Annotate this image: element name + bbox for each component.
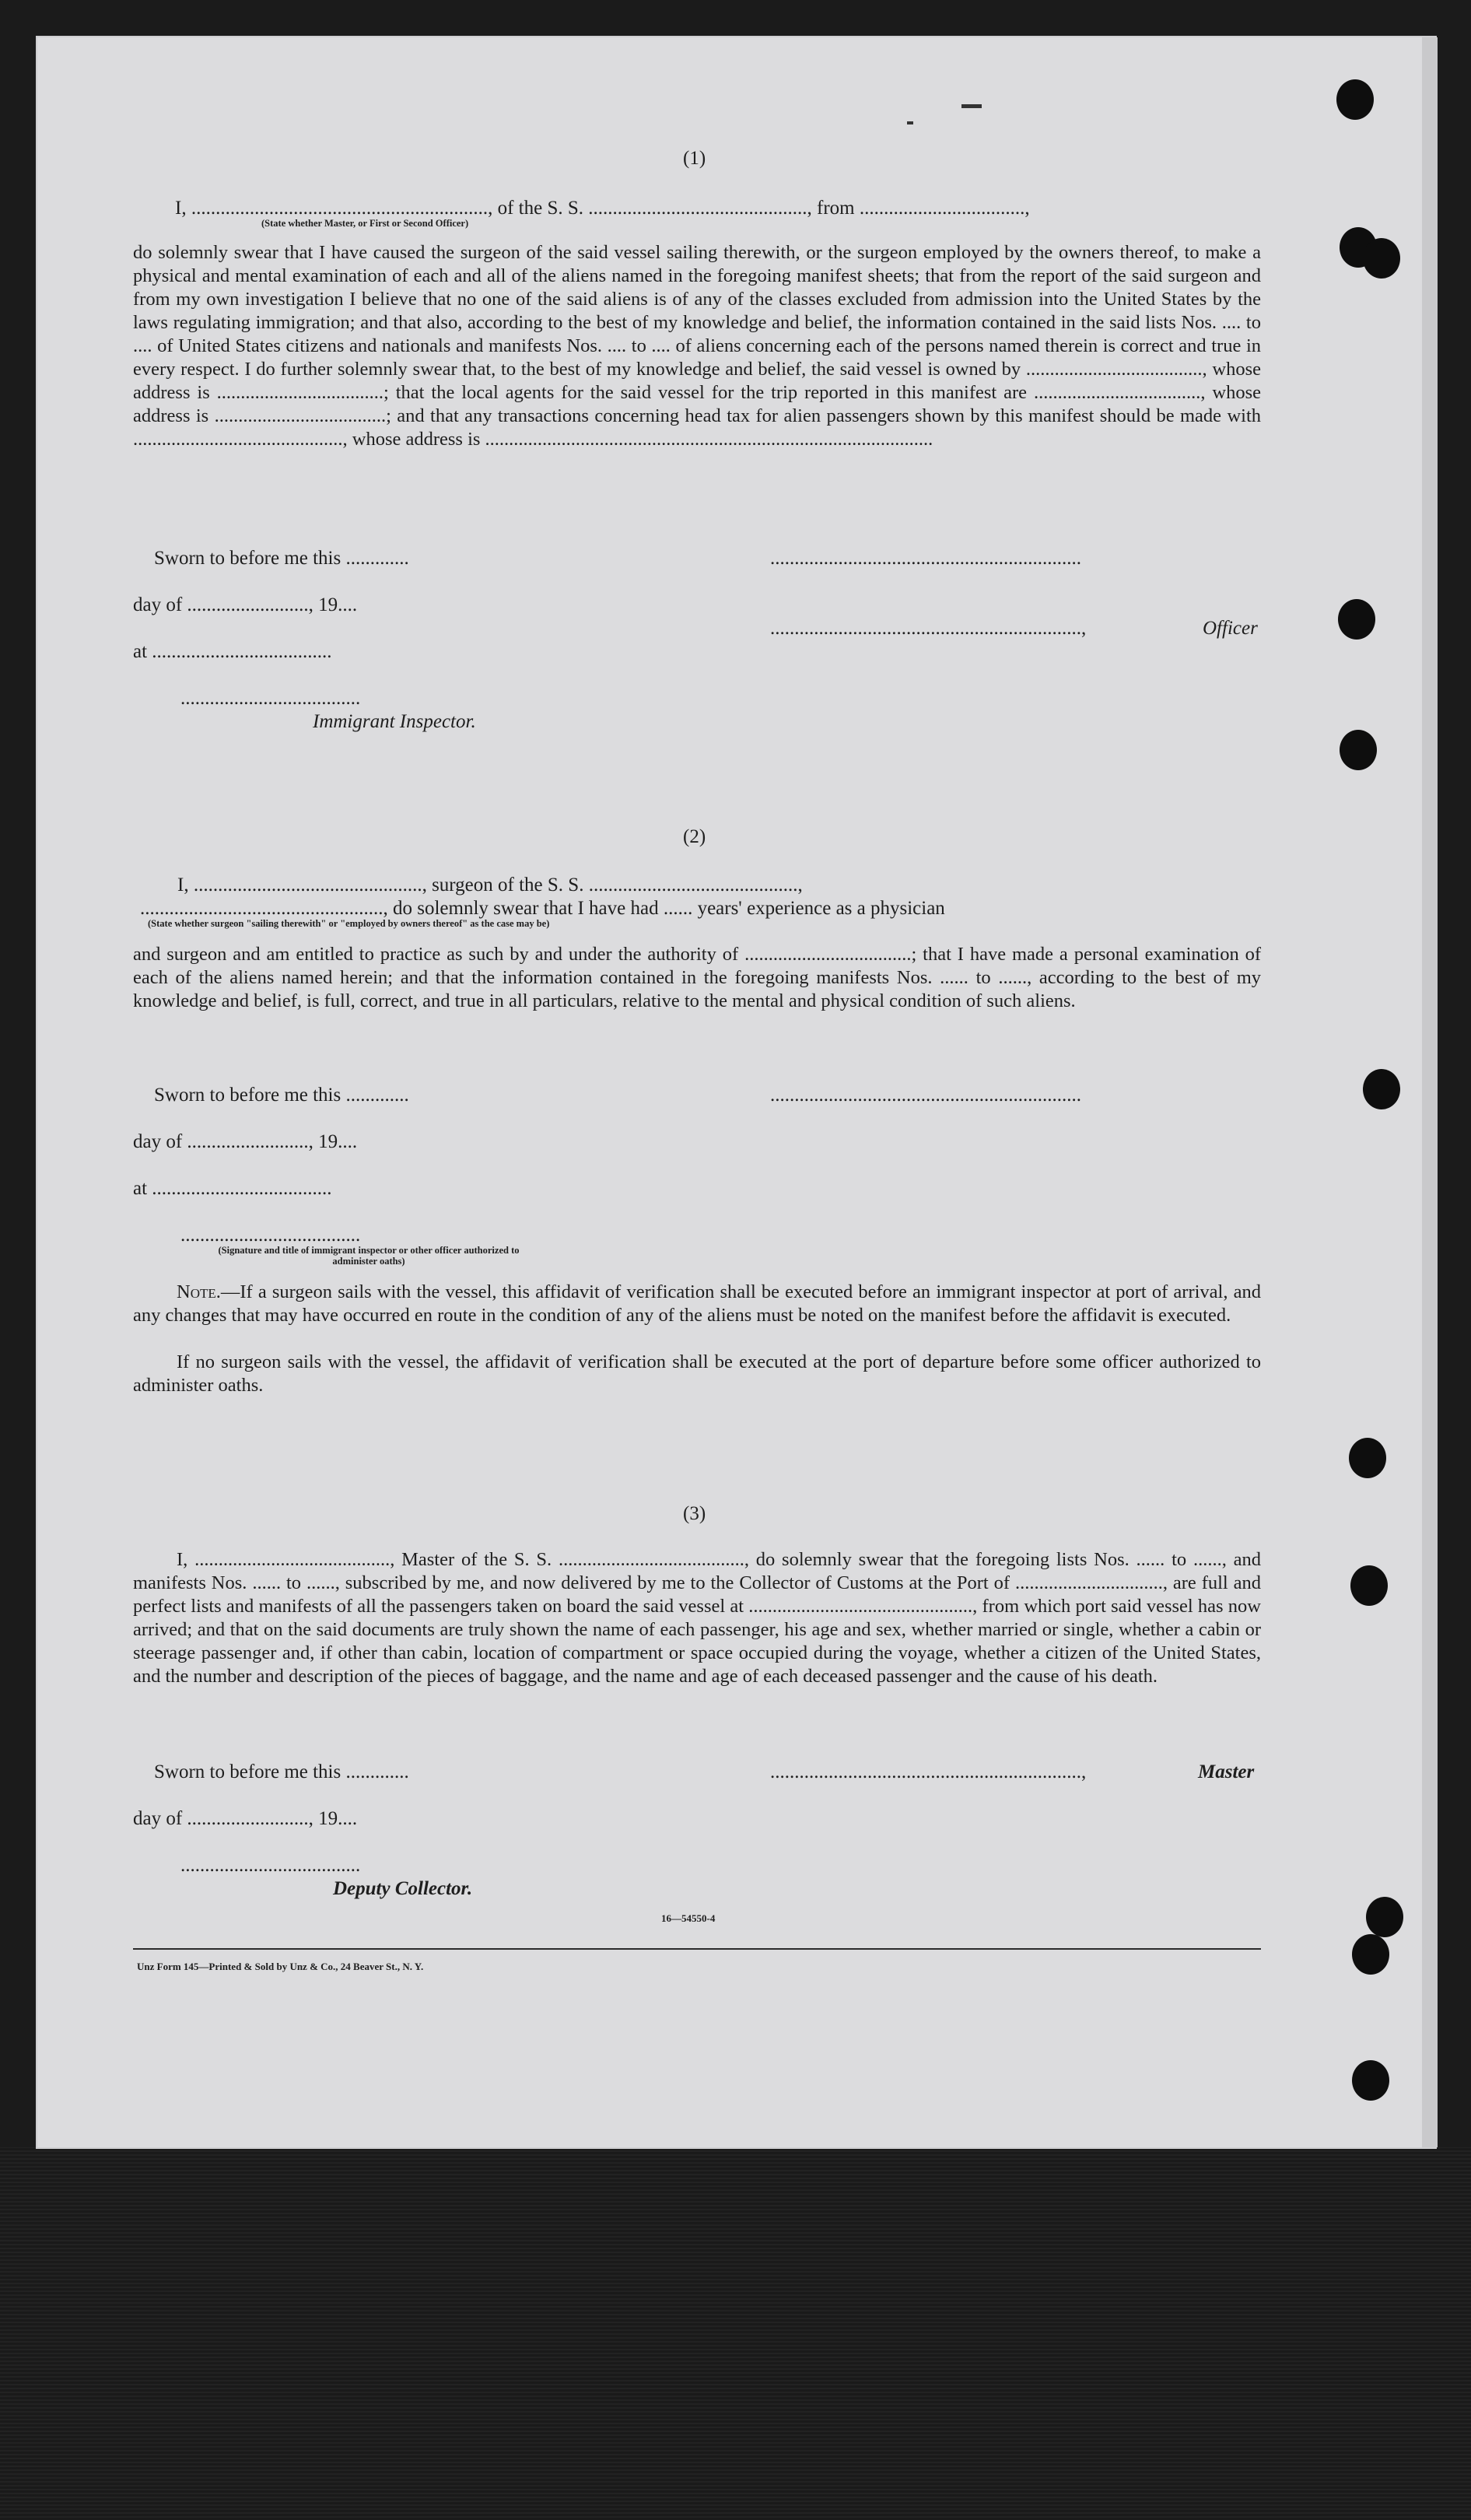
- section-1-body: do solemnly swear that I have caused the surgeon of the said vessel sailing therewith, or the surgeon employed by the owners thereof, to make a physical and mental examination of each and all of the aliens named in the foregoing manifest sheets; that from the report of the said surgeon and from my own investigation I believe that no one of the said aliens is of any of the classes excluded from admission into the United States by the laws regulating immigration; and that also, according to the best of my knowledge and belief, the information contained in the said lists Nos. .... to .... of United States citizens and nationals and manifests Nos. .... to .... of aliens concerning each of the persons named therein is correct and true in every respect. I do further solemnly swear that, to the best of my knowledge and belief, the said vessel is owned by ....................................., whose address is ...................................; that the local agents for the said vessel for the trip reported in this manifest are ..................................., whose address is ....................................; and that any transactions concerning head tax for alien passengers shown by this manifest should be made with ............................................, whose address is ..............................................................................................: [133, 242, 1261, 450]
- scan-background: [0, 2147, 1471, 2520]
- ink-mark: [961, 104, 982, 108]
- punch-hole: [1340, 730, 1377, 770]
- punch-hole: [1349, 1438, 1386, 1478]
- punch-hole: [1350, 1565, 1388, 1606]
- section-1-at: at .....................................: [133, 641, 332, 662]
- section-1-number: (1): [683, 148, 706, 169]
- section-2-at: at .....................................: [133, 1178, 332, 1199]
- section-2-note-paragraph: [133, 1281, 1261, 1327]
- section-2-body: and surgeon and am entitled to practice as such by and under the authority of ...................................; that I have made a personal examination of each of the aliens named herein; and that the information contained in the foregoing manifests Nos. ...... to ......, according to the best of my knowledge and belief, is full, correct, and true in all particulars, relative to the mental and physical condition of such aliens.: [133, 944, 1261, 1011]
- section-2-day: day of ........................., 19....: [133, 1131, 358, 1152]
- section-2-note: (State whether surgeon "sailing therewith" or "employed by owners thereof" as the case may be): [148, 918, 550, 929]
- section-1-inspector: Immigrant Inspector.: [313, 711, 476, 732]
- punch-hole: [1363, 238, 1400, 279]
- section-3-collector-line: .....................................: [180, 1855, 361, 1876]
- section-1-line-1: I, ............................................................., of the S. S. ............................................., from ..................................,: [175, 198, 1030, 219]
- printer-footer: Unz Form 145—Printed & Sold by Unz & Co., 24 Beaver St., N. Y.: [137, 1961, 424, 1972]
- section-2-sworn: Sworn to before me this .............: [154, 1085, 409, 1106]
- punch-hole: [1363, 1069, 1400, 1109]
- ink-mark: [907, 121, 913, 124]
- section-3-sworn: Sworn to before me this .............: [154, 1761, 409, 1782]
- punch-hole: [1366, 1897, 1403, 1937]
- section-3-number: (3): [683, 1503, 706, 1524]
- section-2-inspector-line: .....................................: [180, 1225, 361, 1246]
- form-number: 16—54550-4: [661, 1912, 716, 1924]
- section-1-sworn: Sworn to before me this .............: [154, 548, 409, 569]
- footer-rule: [133, 1948, 1261, 1950]
- section-2-number: (2): [683, 826, 706, 847]
- section-2-note-paragraph-2: If no surgeon sails with the vessel, the affidavit of verification shall be executed at the port of departure before some officer authorized to administer oaths.: [133, 1351, 1261, 1396]
- note-text: —If a surgeon sails with the vessel, this affidavit of verification shall be executed before an immigrant inspector at port of arrival, and any changes that may have occurred en route in the condition of any of the aliens must be noted on the manifest before the affidavit is executed.: [133, 1281, 1261, 1326]
- section-1-note: (State whether Master, or First or Second Officer): [261, 218, 469, 229]
- section-2-line-1: I, ..............................................., surgeon of the S. S. ...........................................,: [177, 874, 803, 895]
- section-3-body: I, ........................................., Master of the S. S. ......................................., do solemnly swear that the foregoing lists Nos. ...... to ......, and manifests Nos. ...... to ......, subscribed by me, and now delivered by me to the Collector of Customs at the Port of ..............................., are full and perfect lists and manifests of all the passengers taken on board the said vessel at ..............................................., from which port said vessel has now arrived; and that on the said documents are truly shown the name of each passenger, his age and sex, whether married or single, whether a cabin or steerage passenger and, if other than cabin, location of compartment or space occupied during the voyage, whether a citizen of the United States, and the number and description of the pieces of baggage, and the name and age of each deceased passenger and the cause of his death.: [133, 1549, 1261, 1687]
- punch-hole: [1352, 1934, 1389, 1975]
- section-1-day: day of ........................., 19....: [133, 594, 358, 615]
- page-edge: [1422, 37, 1438, 2147]
- section-3-master: Master: [1198, 1761, 1255, 1782]
- punch-hole: [1338, 599, 1375, 640]
- punch-hole: [1352, 2060, 1389, 2101]
- section-2-line-2: .................................................., do solemnly swear that I have had ...... years' experience as a physician: [140, 898, 945, 919]
- section-3-collector: Deputy Collector.: [333, 1878, 473, 1899]
- note-label: Note.: [177, 1281, 221, 1302]
- section-3-master-line: ................................................................,: [770, 1761, 1087, 1782]
- section-3-day: day of ........................., 19....: [133, 1808, 358, 1829]
- section-1-officer-line: ................................................................,: [770, 618, 1087, 639]
- section-1-officer: Officer: [1203, 618, 1258, 639]
- section-2-signature-line: ................................................................: [770, 1085, 1081, 1106]
- section-1-signature-line: ................................................................: [770, 548, 1081, 569]
- section-1-inspector-line: .....................................: [180, 688, 361, 709]
- section-2-signature-note: (Signature and title of immigrant inspector or other officer authorized to administer oaths): [218, 1245, 520, 1267]
- punch-hole: [1336, 79, 1374, 120]
